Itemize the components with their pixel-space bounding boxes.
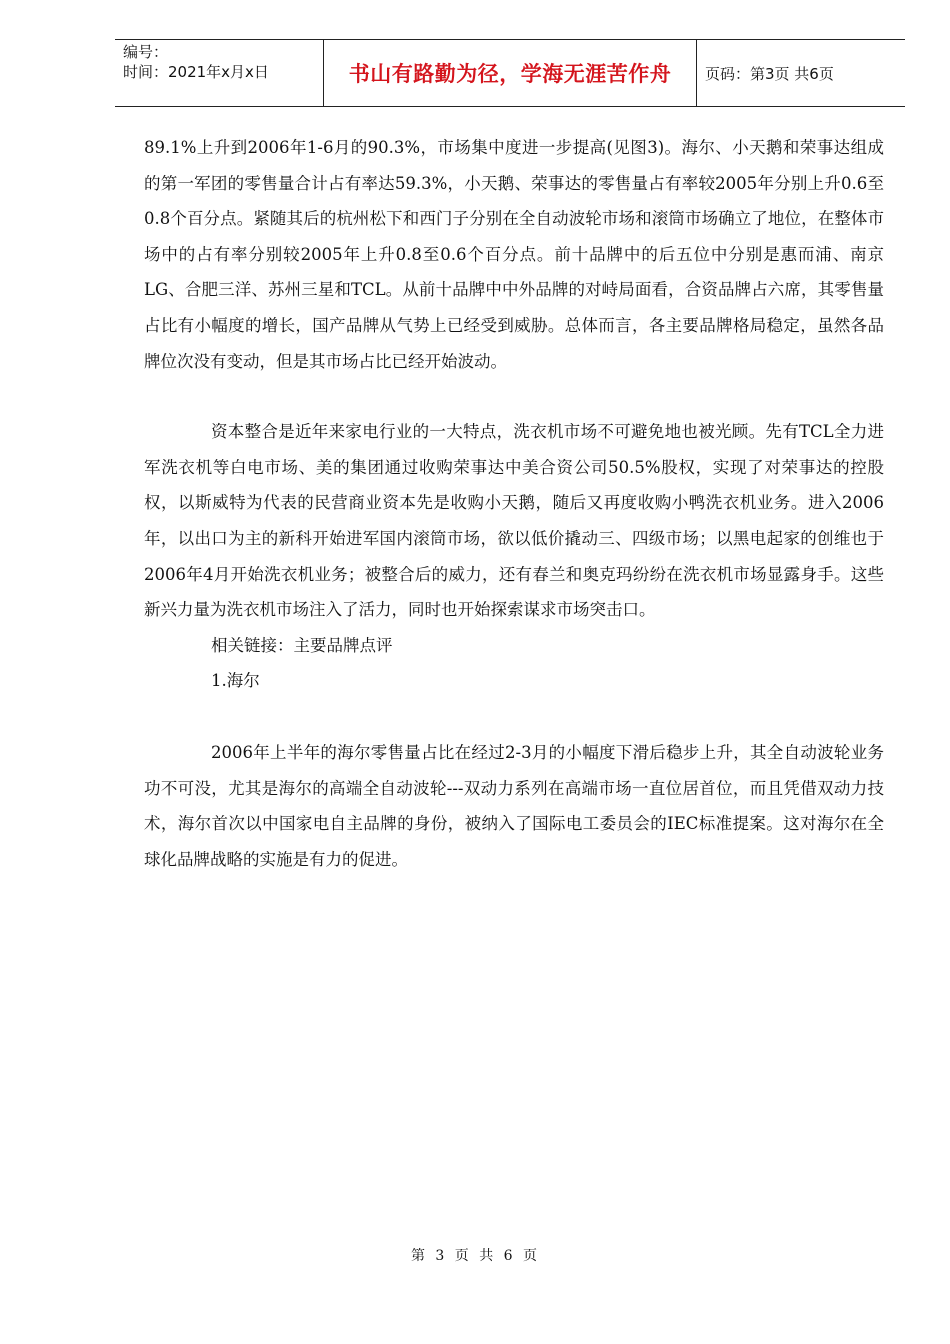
document-number-label: 编号： [123, 43, 169, 61]
page-footer: 第 3 页 共 6 页 [410, 1248, 540, 1264]
header-page-number: 页码：第3页 共6页 [705, 64, 834, 83]
header-meta-cell [115, 40, 324, 107]
header-motto-cell [324, 40, 697, 107]
section-heading-haier: 1.海尔 [211, 671, 260, 691]
document-body [144, 130, 884, 877]
page-header [115, 39, 905, 107]
paragraph-haier-review: 2006年上半年的海尔零售量占比在经过2-3月的小幅度下滑后稳步上升，其全自动波轮业务功不可没，尤其是海尔的高端全自动波轮---双动力系列在高端市场一直位居首位，而且凭借双动力技术，海尔首次以中国家电自主品牌的身份，被纳入了国际电工委员会的IEC标准提案。这对海尔在全球化品牌战略的实施是有力的促进。 [144, 742, 884, 869]
paragraph-market-share: 89.1%上升到2006年1-6月的90.3%，市场集中度进一步提高(见图3)。海尔、小天鹅和荣事达组成的第一军团的零售量合计占有率达59.3%，小天鹅、荣事达的零售量占有率较2005年分别上升0.6至0.8个百分点。紧随其后的杭州松下和西门子分别在全自动波轮市场和滚筒市场确立了地位，在整体市场中的占有率分别较2005年上升0.8至0.6个百分点。前十品牌中的后五位中分别是惠而浦、南京LG、合肥三洋、苏州三星和TCL。从前十品牌中中外品牌的对峙局面看，合资品牌占六席，其零售量占比有小幅度的增长，国产品牌从气势上已经受到威胁。总体而言，各主要品牌格局稳定，虽然各品牌位次没有变动，但是其市场占比已经开始波动。 [144, 138, 884, 371]
header-motto: 书山有路勤为径，学海无涯苦作舟 [348, 62, 672, 86]
header-page-cell [697, 40, 906, 107]
document-date-label: 时间：2021年x月x日 [123, 63, 269, 81]
paragraph-capital-integration: 资本整合是近年来家电行业的一大特点，洗衣机市场不可避免地也被光顾。先有TCL全力进军洗衣机等白电市场、美的集团通过收购荣事达中美合资公司50.5%股权，实现了对荣事达的控股权，以斯威特为代表的民营商业资本先是收购小天鹅，随后又再度收购小鸭洗衣机业务。进入2006年，以出口为主的新科开始进军国内滚筒市场，欲以低价撬动三、四级市场；以黑电起家的创维也于2006年4月开始洗衣机业务；被整合后的威力，还有春兰和奥克玛纷纷在洗衣机市场显露身手。这些新兴力量为洗衣机市场注入了活力，同时也开始探索谋求市场突击口。 [144, 422, 884, 620]
related-links-heading: 相关链接：主要品牌点评 [211, 635, 393, 655]
